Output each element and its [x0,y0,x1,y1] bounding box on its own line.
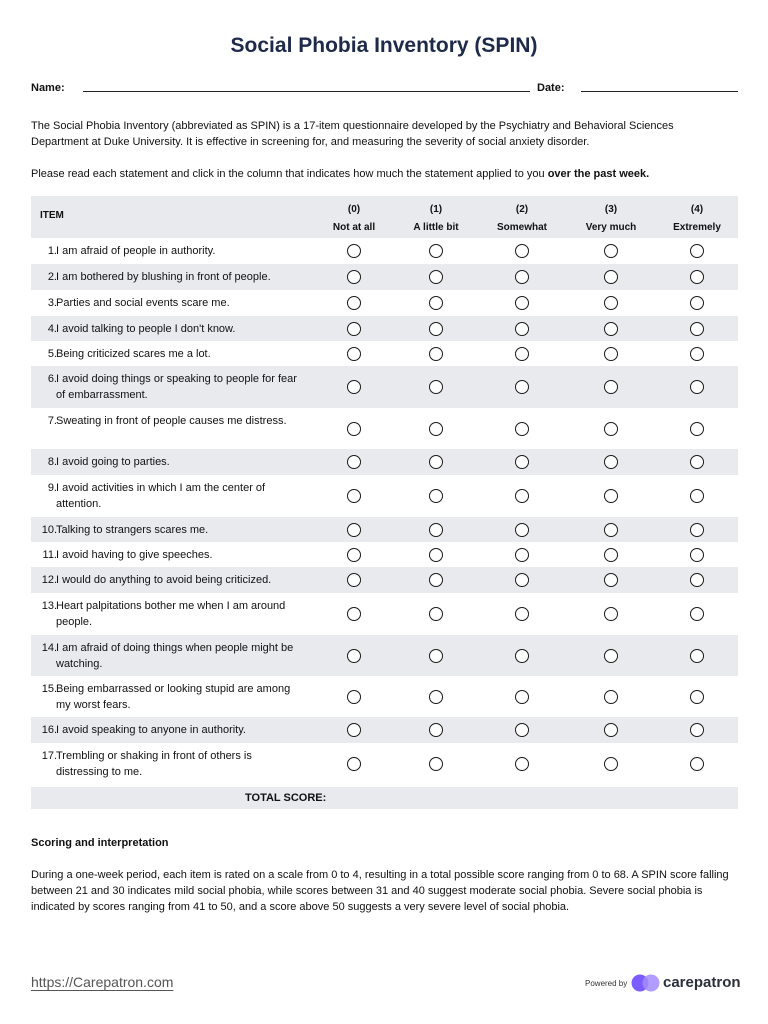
rating-radio-0[interactable] [347,723,361,737]
item-text: Parties and social events scare me. [56,297,230,309]
rating-radio-4[interactable] [690,347,704,361]
table-header [31,196,738,238]
column-score: (4) [690,204,704,215]
item-text: I am afraid of doing things when people might be watching. [56,642,294,670]
rating-radio-0[interactable] [347,270,361,284]
page-title: Social Phobia Inventory (SPIN) [230,34,538,57]
rating-radio-4[interactable] [690,723,704,737]
rating-radio-1[interactable] [429,690,443,704]
item-text: Being criticized scares me a lot. [56,348,211,360]
item-text: I avoid going to parties. [56,456,170,468]
rating-radio-2[interactable] [515,347,529,361]
item-text: Sweating in front of people causes me distress. [56,415,287,427]
scoring-heading: Scoring and interpretation [31,837,169,849]
rating-radio-3[interactable] [604,523,618,537]
table-row [31,408,738,449]
rating-radio-4[interactable] [690,573,704,587]
item-column-header: ITEM [40,210,64,221]
carepatron-link[interactable]: https://Carepatron.com [31,974,174,990]
item-number: 12. [41,574,57,586]
instructions [31,166,741,182]
rating-radio-2[interactable] [515,244,529,258]
item-number: 1. [47,245,57,257]
column-label: Somewhat [496,222,547,233]
table-row [31,316,738,341]
rating-radio-1[interactable] [429,523,443,537]
rating-radio-3[interactable] [604,548,618,562]
rating-radio-3[interactable] [604,607,618,621]
item-number: 6. [47,373,57,385]
table-row [31,449,738,475]
rating-radio-0[interactable] [347,422,361,436]
rating-radio-3[interactable] [604,380,618,394]
table-row [31,676,738,717]
rating-radio-1[interactable] [429,757,443,771]
rating-radio-2[interactable] [515,607,529,621]
item-number: 11. [42,549,57,561]
rating-radio-3[interactable] [604,422,618,436]
rating-radio-0[interactable] [347,489,361,503]
rating-radio-1[interactable] [429,270,443,284]
name-label: Name: [31,82,65,94]
rating-radio-0[interactable] [347,690,361,704]
item-text: I avoid activities in which I am the center of attention. [56,482,266,510]
table-row [31,238,738,264]
rating-radio-1[interactable] [429,347,443,361]
rating-radio-4[interactable] [690,422,704,436]
rating-radio-0[interactable] [347,607,361,621]
rating-radio-0[interactable] [347,523,361,537]
table-row [31,635,738,676]
scoring-text: During a one-week period, each item is rated on a scale from 0 to 4, resulting in a total possible score ranging from 0 to 68. A SPIN score falling between 21 and 30 indicates mild social phobia, while scores between 31 and 40 suggest moderate social phobia. Severe social phobia is indicated by scores ranging from 41 to 50, and a score above 50 suggests a very severe level of social phobia. [31,869,729,913]
rating-radio-4[interactable] [690,649,704,663]
powered-by-brand [585,972,745,994]
rating-radio-1[interactable] [429,548,443,562]
rating-radio-3[interactable] [604,322,618,336]
column-header-0 [311,201,397,237]
table-body [31,238,738,785]
name-field[interactable] [83,91,530,92]
instruction-text: Please read each statement and click in the column that indicates how much the statement applied to you [31,168,545,180]
table-row [31,743,738,785]
rating-radio-4[interactable] [690,489,704,503]
rating-radio-0[interactable] [347,347,361,361]
rating-radio-4[interactable] [690,757,704,771]
rating-radio-1[interactable] [429,322,443,336]
name-date-row [31,82,738,96]
total-score-row [31,787,738,809]
column-header-4 [654,201,740,237]
rating-radio-3[interactable] [604,244,618,258]
total-score-label: TOTAL SCORE: [245,792,327,804]
table-row [31,290,738,316]
rating-radio-2[interactable] [515,455,529,469]
rating-radio-2[interactable] [515,422,529,436]
rating-radio-3[interactable] [604,455,618,469]
rating-radio-1[interactable] [429,573,443,587]
rating-radio-4[interactable] [690,607,704,621]
rating-radio-2[interactable] [515,380,529,394]
instruction-emphasis: over the past week. [547,168,650,180]
rating-radio-3[interactable] [604,649,618,663]
rating-radio-4[interactable] [690,548,704,562]
rating-radio-2[interactable] [515,690,529,704]
item-number: 2. [47,271,57,283]
table-row [31,264,738,290]
rating-radio-0[interactable] [347,322,361,336]
item-number: 17. [41,750,57,762]
rating-radio-2[interactable] [515,573,529,587]
rating-radio-3[interactable] [604,489,618,503]
rating-radio-4[interactable] [690,270,704,284]
item-text: I avoid speaking to anyone in authority. [56,724,246,736]
rating-radio-4[interactable] [690,455,704,469]
item-text: Heart palpitations bother me when I am around people. [56,600,286,628]
rating-radio-3[interactable] [604,573,618,587]
item-text: Trembling or shaking in front of others is distressing to me. [56,750,252,778]
column-score: (3) [604,204,618,215]
rating-radio-0[interactable] [347,548,361,562]
rating-radio-3[interactable] [604,347,618,361]
rating-radio-2[interactable] [515,649,529,663]
item-text: I am bothered by blushing in front of people. [56,271,271,283]
rating-radio-0[interactable] [347,244,361,258]
carepatron-logo-icon [631,973,661,993]
item-text: I would do anything to avoid being criticized. [56,574,272,586]
rating-radio-1[interactable] [429,455,443,469]
column-score: (0) [347,204,361,215]
rating-radio-0[interactable] [347,649,361,663]
rating-radio-2[interactable] [515,723,529,737]
rating-radio-2[interactable] [515,523,529,537]
rating-radio-0[interactable] [347,455,361,469]
table-row [31,475,738,517]
rating-radio-1[interactable] [429,649,443,663]
column-label: Extremely [673,222,721,233]
item-number: 13. [41,600,57,612]
item-text: I avoid talking to people I don't know. [56,323,236,335]
table-row [31,593,738,635]
rating-radio-1[interactable] [429,723,443,737]
column-score: (1) [429,204,443,215]
rating-radio-1[interactable] [429,422,443,436]
column-header-2 [479,201,565,237]
rating-radio-2[interactable] [515,270,529,284]
item-number: 14. [41,642,57,654]
rating-radio-2[interactable] [515,757,529,771]
column-label: Very much [585,222,637,233]
item-number: 8. [47,456,57,468]
spin-table [31,196,738,809]
table-row [31,341,738,366]
item-number: 10. [41,524,57,536]
table-row [31,717,738,743]
rating-radio-3[interactable] [604,296,618,310]
item-number: 9. [47,482,57,494]
date-label: Date: [537,82,565,94]
table-row [31,366,738,408]
rating-radio-0[interactable] [347,757,361,771]
item-number: 16. [41,724,57,736]
rating-radio-2[interactable] [515,489,529,503]
rating-radio-2[interactable] [515,322,529,336]
intro-paragraph: The Social Phobia Inventory (abbreviated as SPIN) is a 17-item questionnaire developed by the Psychiatry and Behavioral Sciences Department at Duke University. It is effective in screening for, and measuring the severity of social anxiety disorder. [31,120,674,148]
item-text: I avoid doing things or speaking to people for fear of embarrassment. [56,373,297,401]
rating-radio-4[interactable] [690,244,704,258]
item-number: 7. [47,415,57,427]
table-row [31,517,738,542]
rating-radio-4[interactable] [690,380,704,394]
item-number: 4. [47,323,57,335]
rating-radio-1[interactable] [429,489,443,503]
rating-radio-0[interactable] [347,296,361,310]
rating-radio-3[interactable] [604,270,618,284]
column-header-3 [568,201,654,237]
rating-radio-4[interactable] [690,523,704,537]
date-field[interactable] [581,91,738,92]
rating-radio-1[interactable] [429,244,443,258]
rating-radio-3[interactable] [604,757,618,771]
rating-radio-2[interactable] [515,296,529,310]
item-number: 5. [47,348,57,360]
column-label: A little bit [413,222,459,233]
rating-radio-4[interactable] [690,296,704,310]
brand-name: carepatron [663,974,741,991]
rating-radio-0[interactable] [347,573,361,587]
powered-by-label: Powered by [585,979,628,988]
rating-radio-4[interactable] [690,690,704,704]
rating-radio-1[interactable] [429,380,443,394]
rating-radio-4[interactable] [690,322,704,336]
table-row [31,567,738,593]
rating-radio-1[interactable] [429,296,443,310]
item-text: Talking to strangers scares me. [56,524,209,536]
rating-radio-3[interactable] [604,690,618,704]
rating-radio-1[interactable] [429,607,443,621]
rating-radio-0[interactable] [347,380,361,394]
rating-radio-2[interactable] [515,548,529,562]
table-row [31,542,738,567]
item-text: Being embarrassed or looking stupid are among my worst fears. [56,683,291,711]
item-text: I am afraid of people in authority. [56,245,216,257]
item-number: 15. [41,683,57,695]
rating-radio-3[interactable] [604,723,618,737]
column-header-1 [393,201,479,237]
item-number: 3. [47,297,57,309]
item-text: I avoid having to give speeches. [56,549,213,561]
column-score: (2) [515,204,529,215]
column-label: Not at all [332,222,376,233]
